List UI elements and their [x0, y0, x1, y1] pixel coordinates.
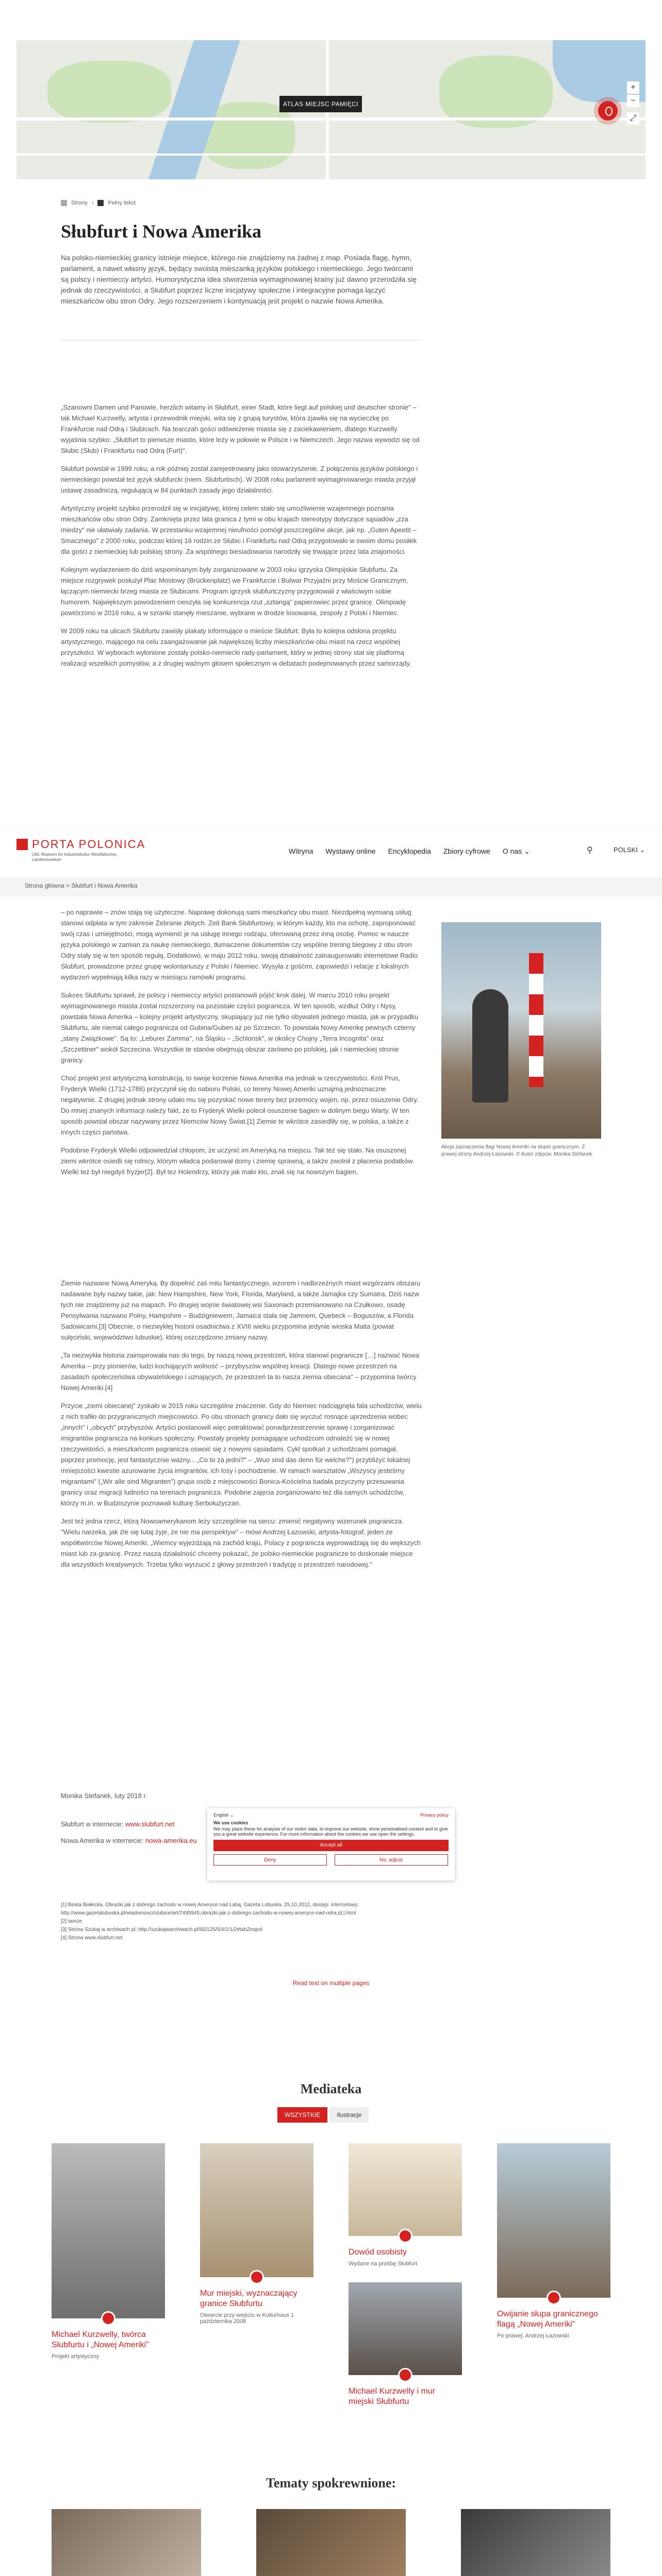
- related-topic[interactable]: [52, 2509, 201, 2576]
- crumb-item[interactable]: Strony: [71, 200, 88, 206]
- cookie-title: We use cookies: [213, 1820, 249, 1825]
- article-image[interactable]: [441, 922, 601, 1139]
- adjust-button[interactable]: No, adjust: [335, 1854, 448, 1866]
- nav-item[interactable]: Zbiory cyfrowe: [443, 847, 490, 855]
- tab-illustrations[interactable]: Ilustracje: [329, 2107, 369, 2123]
- photo-badge-icon: [101, 2311, 115, 2326]
- media-heading: Mediateka: [300, 2081, 362, 2096]
- nav-item[interactable]: Witryna: [289, 847, 313, 855]
- accept-all-button[interactable]: Accept all: [213, 1840, 449, 1851]
- breadcrumb-top: Strony › Pełny tekst: [61, 200, 136, 206]
- main-nav: [289, 847, 530, 856]
- photo-badge-icon: [250, 2270, 264, 2284]
- article-lead: Na polsko-niemieckiej granicy istnieje miejsce, którego nie znajdziemy na żadnej z map. Posiada flagę, hymn, parlament, a nawet własny język, będący swoistą mieszanką języków polskiego i niemieckiego. Jego twórcami są polscy i niemieccy artyści. Humorystyczna idea stworzenia wyimaginowanej krainy już dawno przerodziła się jednak do rzeczywistości, a Słubfurt poprzez liczne inicjatywy społeczne i integracyjne pomaga łączyć mieszkańców obu stron Odry. Jego rozszerzeniem i kontynuacją jest projekt o nazwie Nowa Amerika.: [61, 253, 417, 305]
- crumb-item: Pełny tekst: [108, 200, 136, 206]
- article-body-3: Ziemie nazwane Nową Ameryką. By dopełnić zaś mitu fantastycznego, wzorem i nadbrzeżnych miast wzgórzami obszaru nadawane były nazwy takie, jak: New Hampshire, New York, Florida, Maryland, a także Jamajka czy Sumatra. Dziś nazw tych nie znajdziemy już na mapach. Po drugiej wojnie światowej wsi Saxonach przemianowano na Czułkowo, osadę Pensylwania nazwano Polny, Hampshire – Budzigniewem, Jamaica stała się Jamnem, Quebeck – Boguszów, a Florida Sadowicami.[3] Obecnie, o niezwykłej historii osadnictwa z XVIII wieku przypomina jedynie wioska Malta (powiat sulęciński, województwo lubuskie), której oszczędzono zmiany nazwy. „Ta niezwykła historia zainspirowała nas do tego, by naszą nową przestrzeń, która stanowi pogranicze […] nazwać Nowa Amerika – przy pionierów, ludzi kochających wolność – przybyszów wspólnej kreacji. Dlatego nowe przestrzeń na zasadach społeczeństwa obywatelskiego i uznających, że przestrzeń ta to nasza ziemia obiecana" – przypomina twórcy Nowej Ameriki.[4] Przycie „ziemi obiecanej" zyskało w 2015 roku szczególne znaczenie. Gdy do Niemiec nadciągnęła fala uchodźców, wielu z nich trafiło do przygranicznych miejscowości. Po obu stronach granicy dało się wyczuć rosnące uprzedzenia wobec „innych" i „obcych" przybyszów. Artyści postanowili więc potraktować ponadprzestrzennie sprawę i zorganizować imigrantów pogranicza na konkurs społeczny. Powstały projekty pomagające uchodźcom odnaleźć się w nowej rzeczywistości, a mieszkańcom pogranicza oswoić się z nowymi sąsiadami. Cykl spotkań z uchodźcami pomagał, poprzez promocję, jest fantastycznie ważny... „Co to za jedni?" – „Wuo sind das denn für welche?") przybliżyć lokalnej mniejszości kwestie azurowanie życia imigrantów, ich losy i pochodzenie. W ramach warsztatów „Wszyscy jesteśmy migrantami" („Wir alle sind Migranten") grupa osób z miejscowości Bonica-Kościelna badała przyczyny przesuwania granicy oraz migracji ludności na terenach pogranicza. Podobne zajęcia zorganizowano też dla samych uchodźców, którzy m.in. w Budziszynie poznawali kulturę Serbołużyczan. Jest też jedna rzecz, którą Nowoamerykanom leży szczególnie na sercu: zmienić negatywny wizerunek pogranicza. "Wielu narzeka, jak źle się tutaj żyje, że nie ma perspektyw" – mówi Andrzej Łazowski, artysta-fotograf, jeden ze współtwórców Nowej Ameriki. „Wiemcy wyjeżdżają na zachód kraju, Polacy z pogranicza wyprowadzają się do większych miast lub za granicę. Przez naszą działalność chcemy pokazać, że polsko-niemieckie pogranicze to doskonałe miejsce dla wszystkich kreatywnych. Trzeba tylko wyrzucić z głowy przestrzeń i tradycję o przestrzeń narodowej.": [61, 1279, 422, 1568]
- site-header: PORTA POLONICA LWL Museum für Industriekultur Westfälisches Landesmuseum Witryna Wystawy online Encyklopedia Zbiory cyfrowe O nas ⌄ ⚲ POLSKI ⌄: [0, 829, 662, 877]
- border-post: [529, 953, 543, 1087]
- slubfurt-link[interactable]: www.slubfurt.net: [125, 1820, 175, 1828]
- cookie-banner: [207, 1808, 455, 1880]
- link-row-2: Nowa Amerika w internecie: nowa-amerika.eu: [61, 1837, 197, 1844]
- author: Monika Stefanek, luty 2018 r.: [61, 1792, 147, 1800]
- media-card[interactable]: Michael Kurzwelly, twórca Słubfurtu i „Nowej Ameriki" Projekt artystyczny: [52, 2143, 165, 2360]
- related-topic[interactable]: [461, 2509, 610, 2576]
- image-caption: Akcja zaznaczenia flagi Nowej Ameriki na słupie granicznym. Z prawej strony Andrzej Łazowski. © Autor zdjęcia: Monika Stefanek: [441, 1144, 592, 1157]
- page-icon: [97, 200, 104, 206]
- privacy-link[interactable]: Privacy policy: [420, 1812, 449, 1818]
- map-pin-icon[interactable]: [598, 101, 618, 121]
- atlas-button[interactable]: ATLAS MIEJSC PAMIĘCI: [279, 96, 362, 112]
- cookie-text: We may place these for analysis of our visitor data, to improve our website, show personalised content and to give you a great website experience. For more information about the cookies we use open the settings.: [213, 1826, 448, 1837]
- article-body-1: „Szanowni Damen und Panowie, herzlich witamy in Słubfurt, einer Stadt, które liegt auf polskiej und deutscher stronie" – tak Michael Kurzwelly, artysta i przewodnik miejski, wita się z grupą turystów, która zjawiła się na wycieczkę po Frankfurcie nad Odrą i Słubicach. Na tearczah gości odświeżenie miasta się z zaciekawieniem, dlatego Kurzwelly wyjaśnia szybko: „Słubfurt to pierwsze miasto, które leży w połowie w Polsce i w Niemczech. Jego nazwa wywodzi się od Słubic (Słub) i Frankfurtu nad Odrą (Furt)". Słubfurt powstał w 1999 roku, a rok później został zarejestrowany jako stowarzyszenie. Z połączenia języków polskiego i niemieckiego powstał też język słubfurcki (niem. Slubfurtisch). W 2008 roku parlament wyimaginowanego miasta przyjął ustawę zasadniczą, regulującą w 84 punktach zasady jego działalności. Artystyczny projekt szybko przerodził się w inicjatywę, której celem stało się umożliwienie wzajemnego poznania mieszkańców obu stron Odry. Zamknięta przez lata granica z tymi w obu krajach stereotypy dotyczące sąsiadów „zza miedzy" nie ułatwiały zadania. W przestanku wzajemnej nieufności pomógł poszczególne akcje, jak np. „Guten Apeetit – Smacznego" z 2000 roku, podczas której 16 rodzin ze Słubic i Frankfurtu nad Odrą przygotowało w swoim domu posiłek dla gości z niemieckiej lub polskiej strony. Za wspólnego biesiadowania narodziły się trwające przez lata znajomości. Kolejnym wydarzeniem do dziś wspominanym były zorganizowane w 2003 roku igrzyska Olimpijskie Słubfurtu. Za miejsce rozgrywek posłużył Plac Mostowy (Brückenplatz) we Frankfurcie i Bulwar Przyjaźni przy Moście Granicznym, łączącym niemiecki brzeg miasta ze Słubicami. Program igrzysk słubfurtczyzny przygotowali z właściwym sobie humorem. Największym powodzeniem cieszyła się konkurencja rzut „sztangą" papierowiec przez granicę. Olimpiadę powtórzono w 2016 roku, a w szranki stanęły mieszanie, wybrane w drodze losowania, zespoły z Polski i Niemiec. W 2009 roku na ulicach Słubfurtu zawisły plakaty informujące o mieście Słubfurt. Była to kolejna odsłona projektu artystycznego, mającego na celu zaangażowanie jak największej liczby mieszkańców obu miast na rzecz wspólnej przyszłości. W wyborach wyłonione zostały polsko-niemiecki rady-parlament, który w jednej strony stał się platformą realizacji wszelkich pomysłów, a z drugiej ważnym głosem społecznym w debatach podejmowanych przez samorządy.: [61, 403, 420, 667]
- article-body-2: – po naprawie – znów stają się użyteczne. Naprawę dokonują sami mieszkańcy obu miast. Niezdpełną wymianą usług stanowi odpłata w tym zakresie Zebranie złotych. Zeit Bank Słubfurtowy, w którym każdy, kto ma ochotę, zaproponować swój czas i umiejętności, mogą wymienić je na usługę innego rodzaju, oferowaną przez inną osobę. Pomoc w naucze języka polskiego w zamian za naukę niemieckiego, tłumaczenie dokumentów czy wspólne trening biegowy z obu stron Odry stały się w ten sposób regułą. Dodatkowo, w maju 2012 roku, swoją działalność zainaugurowało internetowe Radio Słubfurt, prowadzone przez grupę wolontariuszy z Polski i Niemiec. Wysyła z gośćmi, zapowiedzi i relacje z lokalnych wydarzeń wypełniają kilka razy w miesiącu ramówki programu. Sukces Słubfurtu sprawił, że polscy i niemieccy artyści postanowili pójść krok dalej. W marcu 2010 roku projekt wyimaginowanego miasta został rozszerzony na pozostałe części pogranicza. W ten sposób, wzdłuż Odry i Nysy, powstała Nowa Amerika – kolejny projekt artystyczny, skupiający już nie tylko obywateli jednego miasta, jak w przypadku Słubfurtu, ale niemal całego pogranicza od Gubina/Guben aż po Szczecin. To powstała Nowy Amerikę pewnych czterny „stany Związkowe". Są to: „Leburer Zamma", na Śląsku – „Schlonsk", w okolicy Chojny „Terra Incognita" oraz „Szczettiner" wokół Szczecina. Wszystkie te stanów obejmują obszar zarówno po polskiej, jak i niemieckiej stronie granicy. Choć projekt jest artystyczną konstrukcją, to swoje korzenie Nowa Amerika ma jednak w rzeczywistości. Król Prus, Fryderyk Wielki (1712-1786) przyczynił się do nabioru Polski, co tereny Nowej Ameriki uznajmą jednoznaczne negatywnie. Z drugiej jednak strony udało mu się pozyskać nowe tereny bez przemocy wojen, np. przez osuszenie Odry. Do mniej znanych informacji należy fakt, że to Fryderyk Wielki polecił osuszenie bagien w dolinym biegu Warty. W ten sposób powstał obszar nazywany przez Niemców Nowy Świat.[1] Ziemie te wkrótce zasiedliły się, w polska, a także z innych części państwa. Podobnie Fryderyk Wielki odpowiedział chłopom, że uczynić im Ameryką na miejscu. Tak też się stało. Na osuszonej ziemi wkrótce osiedli się rolnicy, którym władca podarował domy i ziemię sprawną, a także zwolnił z płacenia podatków. Wielki też był niegdyś fryzjer[2]. Był tez Holendrzy, którzy jak mało kto, znali się na nowszym bagien.: [61, 908, 419, 1176]
- media-tabs: [277, 2107, 369, 2123]
- language-select[interactable]: POLSKI ⌄: [614, 846, 646, 854]
- breadcrumb[interactable]: Strona główna > Słubfurt i Nowa Amerika: [0, 877, 662, 896]
- cookie-language[interactable]: English ⌄: [213, 1812, 234, 1818]
- zoom-in-button[interactable]: +: [627, 81, 639, 94]
- logo-mark-icon: [16, 839, 28, 850]
- photo-badge-icon: [398, 2229, 412, 2243]
- media-card[interactable]: Michael Kurzwelly i mur miejski Słubfurtu: [349, 2282, 462, 2410]
- deny-button[interactable]: Deny: [213, 1854, 327, 1866]
- search-icon[interactable]: ⚲: [587, 846, 593, 855]
- nowa-amerika-link[interactable]: nowa-amerika.eu: [145, 1837, 197, 1844]
- photo-badge-icon: [547, 2291, 561, 2305]
- tab-all[interactable]: WSZYSTKIE: [277, 2107, 327, 2123]
- paginate-link[interactable]: Read text on multiple pages: [292, 1979, 370, 1987]
- related-heading: Tematy spokrewnione:: [266, 2476, 396, 2490]
- page-title: Słubfurt i Nowa Amerika: [61, 221, 262, 242]
- footnotes: [1] Beata Białecka, Obrazki jak z dobrego zachodu w nowej Ameryce nad Łabą, Gazeta Lubuska, 25.10.2012, dostęp: internetowy: http://www.gazetalubuska.pl/wiadomosci/slubice/art/7495945,obrazki-jak-z-dobrego-zachodu-w-nowej-ameryce-nad-odra,id,t.html [2] tamże [3] Strona Szukaj w archiwach pl: http://szukajwarchiwach.pl/66/125/0/4/1/1/2#tabZespol [4] Strona www.slubfurt.net: [61, 1902, 359, 1941]
- media-card[interactable]: Dowód osobisty Wydane na prośbę Słubfurt: [349, 2143, 462, 2267]
- media-card[interactable]: Owijanie słupa granicznego flagą „Nowej Ameriki" Po prawej: Andrzej Łazowski: [497, 2143, 610, 2339]
- related-topic[interactable]: [256, 2509, 406, 2576]
- map[interactable]: [16, 40, 646, 179]
- person-figure: [472, 989, 508, 1103]
- nav-item[interactable]: Wystawy online: [325, 847, 376, 855]
- divider: [61, 340, 422, 341]
- link-row-1: Słubfurt w internecie: www.slubfurt.net: [61, 1820, 175, 1828]
- home-icon[interactable]: [61, 200, 67, 206]
- zoom-out-button[interactable]: −: [627, 95, 639, 107]
- fullscreen-icon[interactable]: ⤢: [627, 112, 639, 125]
- nav-item[interactable]: O nas ⌄: [502, 847, 530, 855]
- media-card[interactable]: Mur miejski, wyznaczający granice Słubfurtu Otwarcie przy wejściu w Kulturhaus 1 października 2008: [200, 2143, 313, 2325]
- nav-item[interactable]: Encyklopedia: [388, 847, 431, 855]
- photo-badge-icon: [398, 2368, 412, 2382]
